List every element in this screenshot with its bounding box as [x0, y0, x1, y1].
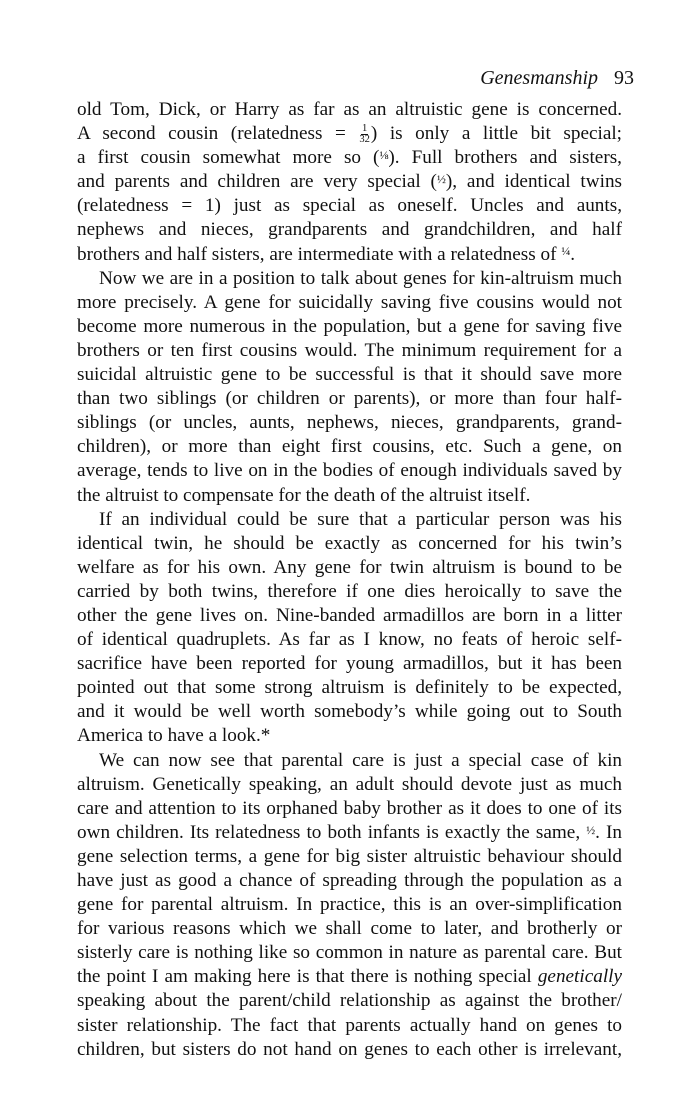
- text-line: a first cousin somewhat more so (⅛). Full brothers and sisters,: [77, 147, 622, 169]
- text-line: brothers and half sisters, are intermediate with a relatedness of ¼.: [77, 243, 576, 265]
- emphasis-genetically: genetically: [537, 966, 622, 988]
- text-line: children), or more than eight first cousins, etc. Such a gene, on: [77, 436, 622, 458]
- fraction-one-eighth: ⅛: [379, 148, 389, 163]
- text-line: We can now see that parental care is just a special case of kin: [99, 749, 622, 771]
- text-line: children, but sisters do not hand on genes to each other is irrelevant,: [77, 1038, 622, 1060]
- text-line: old Tom, Dick, or Harry as far as an altruistic gene is concerned.: [77, 99, 622, 120]
- text-line: sacrifice have been reported for young armadillos, but it has been: [77, 653, 622, 675]
- text-line: A second cousin (relatedness = $\frac{1}{32}$ ) is only a little bit special;: [77, 122, 622, 146]
- text-line: more precisely. A gene for suicidally saving five cousins would not: [77, 291, 622, 313]
- text-line: the altruist to compensate for the death of the altruist itself.: [77, 484, 531, 506]
- text-line: care and attention to its orphaned baby brother as it does to one of its: [77, 797, 622, 819]
- text-line: America to have a look.*: [77, 725, 271, 747]
- text-line: Now we are in a position to talk about genes for kin-altruism much: [99, 267, 622, 289]
- text-line: carried by both twins, therefore if one dies heroically to save the: [77, 580, 622, 602]
- running-head: [480, 66, 634, 90]
- running-title: Genesmanship: [480, 67, 598, 89]
- text-line: welfare as for his own. Any gene for twin altruism is bound to be: [77, 556, 622, 578]
- text-line: and it would be well worth somebody’s while going out to South: [77, 701, 622, 723]
- text-line: average, tends to live on in the bodies of enough individuals saved by: [77, 460, 622, 482]
- fraction-one-half: ½: [586, 822, 596, 837]
- text-line: nephews and nieces, grandparents and grandchildren, and half: [77, 219, 622, 241]
- text-line: for various reasons which we shall come to later, and brotherly or: [77, 918, 622, 940]
- text-line: (relatedness = 1) just as special as oneself. Uncles and aunts,: [77, 195, 622, 217]
- text-line: suicidal altruistic gene to be successful is that it should save more: [77, 364, 622, 386]
- text-body: [77, 98, 622, 1062]
- text-line: altruism. Genetically speaking, an adult should devote just as much: [77, 773, 622, 795]
- text-line: speaking about the parent/child relationship as against the brother/: [77, 990, 622, 1012]
- fraction-one-thirty-second: $\frac{1}{32}$: [359, 122, 370, 146]
- text-line: siblings (or uncles, aunts, nephews, nieces, grandparents, grand-: [77, 412, 622, 434]
- text-line: own children. Its relatedness to both infants is exactly the same, ½. In: [77, 821, 623, 843]
- text-line: and parents and children are very special (½), and identical twins: [77, 171, 623, 193]
- fraction-one-half: ½: [436, 172, 446, 187]
- text-line: have just as good a chance of spreading through the population as a: [77, 870, 622, 891]
- text-line: of identical quadruplets. As far as I know, no feats of heroic self-: [77, 629, 622, 651]
- text-line: brothers or ten first cousins would. The minimum requirement for a: [77, 339, 622, 361]
- text-line: gene selection terms, a gene for big sister altruistic behaviour should: [77, 845, 622, 867]
- page-number: 93: [614, 67, 634, 89]
- text-line: If an individual could be sure that a particular person was his: [99, 508, 622, 530]
- text-line: pointed out that some strong altruism is definitely to be expected,: [77, 677, 622, 699]
- text-line: sister relationship. The fact that parents actually hand on genes to: [77, 1014, 622, 1036]
- text-line: the point I am making here is that there is nothing special genetically: [77, 966, 622, 988]
- text-line: become more numerous in the population, but a gene for saving five: [77, 315, 622, 337]
- text-line: gene for parental altruism. In practice, this is an over-simplification: [77, 894, 622, 916]
- text-line: identical twin, he should be exactly as concerned for his twin’s: [77, 532, 622, 554]
- fraction-one-quarter: ¼: [561, 244, 571, 259]
- text-line: than two siblings (or children or parents), or more than four half-: [77, 388, 622, 410]
- text-line: sisterly care is nothing like so common in nature as parental care. But: [77, 942, 622, 964]
- text-line: other the gene lives on. Nine-banded armadillos are born in a litter: [77, 604, 622, 626]
